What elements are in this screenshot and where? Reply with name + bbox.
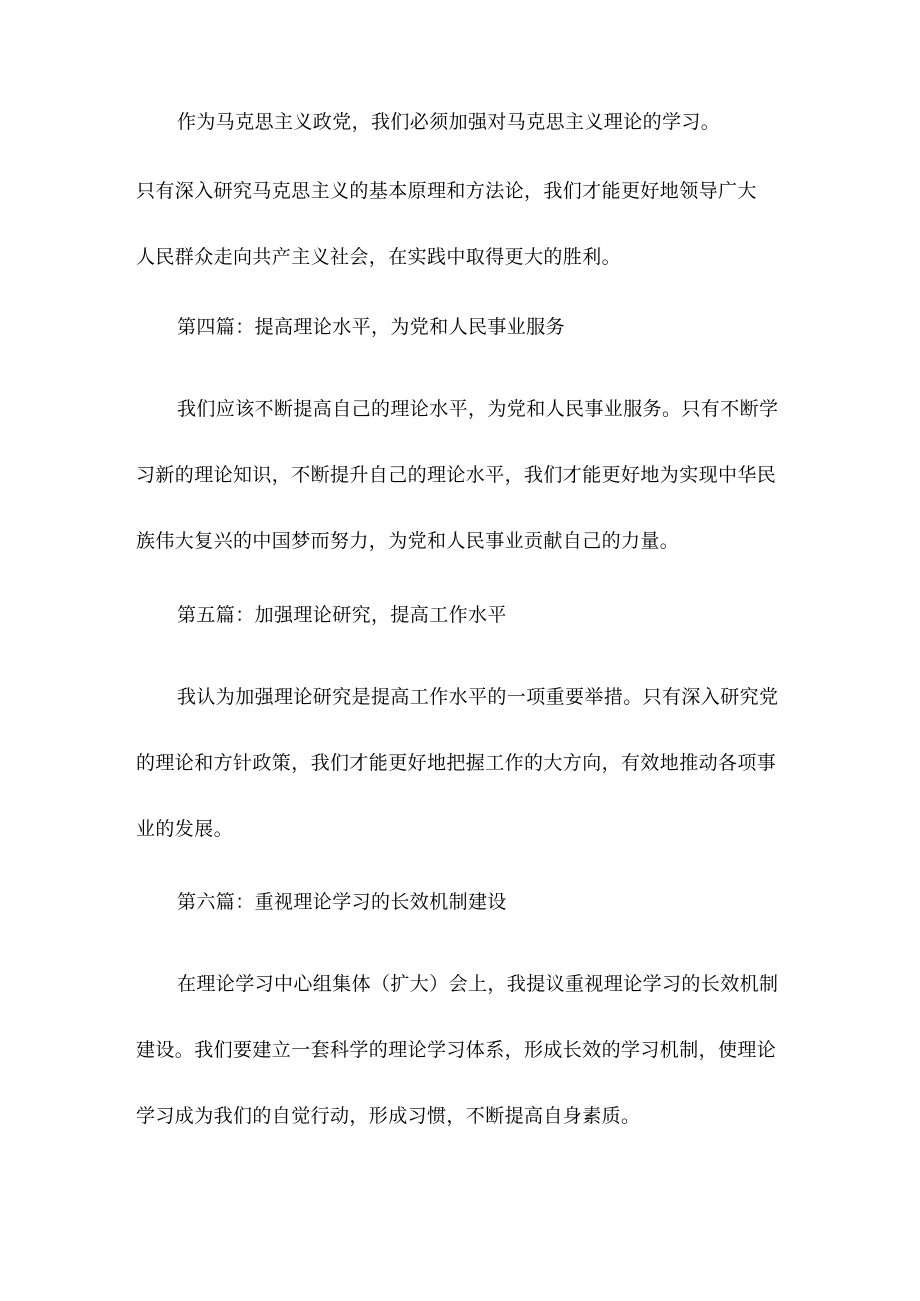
paragraph-line: 学习成为我们的自觉行动，形成习惯，不断提高自身素质。 — [136, 1105, 641, 1127]
paragraph-line: 只有深入研究马克思主义的基本原理和方法论，我们才能更好地领导广大 — [136, 180, 757, 202]
paragraph-line: 我认为加强理论研究是提高工作水平的一项重要举措。只有深入研究党 — [177, 686, 779, 708]
section-heading: 第四篇：提高理论水平，为党和人民事业服务 — [177, 316, 566, 338]
paragraph-line: 作为马克思主义政党，我们必须加强对马克思主义理论的学习。 — [177, 111, 721, 133]
section-heading: 第六篇：重视理论学习的长效机制建设 — [177, 891, 507, 913]
section-heading: 第五篇：加强理论研究，提高工作水平 — [177, 604, 507, 626]
paragraph-line: 在理论学习中心组集体（扩大）会上，我提议重视理论学习的长效机制 — [177, 973, 779, 995]
paragraph-line: 建设。我们要建立一套科学的理论学习体系，形成长效的学习机制，使理论 — [136, 1039, 777, 1061]
paragraph-line: 的理论和方针政策，我们才能更好地把握工作的大方向，有效地推动各项事 — [136, 752, 777, 774]
paragraph-line: 业的发展。 — [136, 818, 234, 840]
paragraph-line: 我们应该不断提高自己的理论水平，为党和人民事业服务。只有不断学 — [177, 398, 779, 420]
paragraph-line: 人民群众走向共产主义社会，在实践中取得更大的胜利。 — [136, 246, 622, 268]
paragraph-line: 习新的理论知识，不断提升自己的理论水平，我们才能更好地为实现中华民 — [136, 464, 777, 486]
paragraph-line: 族伟大复兴的中国梦而努力，为党和人民事业贡献自己的力量。 — [136, 530, 680, 552]
